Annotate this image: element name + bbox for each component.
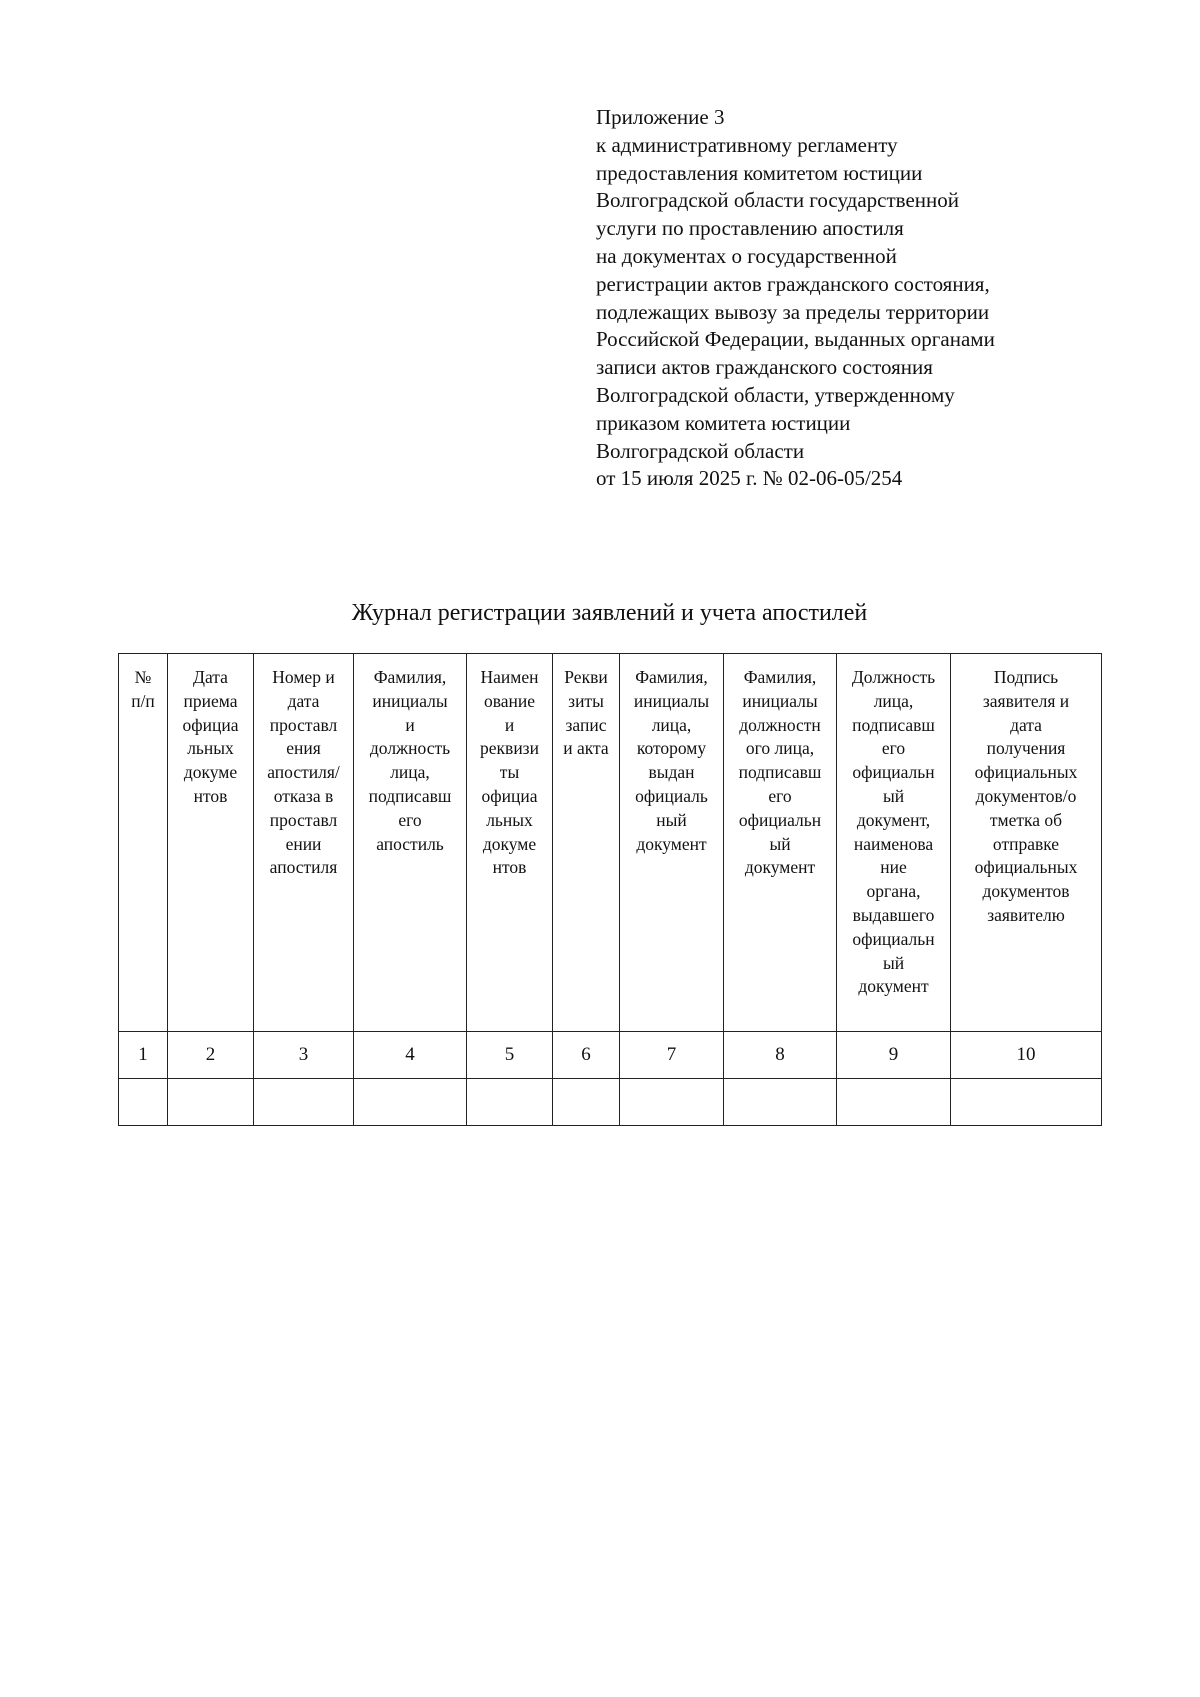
appendix-line: записи актов гражданского состояния [596, 355, 933, 380]
appendix-line: Приложение 3 [596, 105, 725, 129]
empty-cell [254, 1079, 354, 1126]
appendix-line: на документах о государственной [596, 243, 897, 268]
appendix-line: от 15 июля 2025 г. № 02-06-05/254 [596, 466, 903, 491]
column-number: 8 [724, 1032, 837, 1079]
empty-cell [354, 1079, 467, 1126]
appendix-block [596, 104, 1096, 493]
column-header: Дата приема официа льных докуме нтов [168, 654, 254, 1032]
column-number-row [119, 1032, 1102, 1079]
empty-cell [119, 1079, 168, 1126]
column-number: 5 [467, 1032, 553, 1079]
appendix-line: Волгоградской области [596, 438, 805, 463]
column-header: Фамилия, инициалы лица, которому выдан официаль ный документ [620, 654, 724, 1032]
empty-cell [837, 1079, 951, 1126]
column-header: Номер и дата проставл ения апостиля/ отказа в проставл ении апостиля [254, 654, 354, 1032]
column-number: 7 [620, 1032, 724, 1079]
column-number: 10 [951, 1032, 1102, 1079]
column-number: 9 [837, 1032, 951, 1079]
column-number: 4 [354, 1032, 467, 1079]
empty-cell [168, 1079, 254, 1126]
column-number: 2 [168, 1032, 254, 1079]
column-header: № п/п [119, 654, 168, 1032]
empty-cell [620, 1079, 724, 1126]
appendix-line: к административному регламенту [596, 132, 898, 157]
column-number: 1 [119, 1032, 168, 1079]
appendix-line: Волгоградской области государственной [596, 188, 959, 213]
appendix-line: регистрации актов гражданского состояния, [596, 271, 990, 296]
appendix-line: услуги по проставлению апостиля [596, 216, 904, 241]
appendix-line: приказом комитета юстиции [596, 410, 851, 435]
column-header: Фамилия, инициалы должностн ого лица, подписавш его официальн ый документ [724, 654, 837, 1032]
empty-cell [724, 1079, 837, 1126]
table-header-row [119, 654, 1102, 1032]
column-number: 3 [254, 1032, 354, 1079]
column-header: Наимен ование и реквизи ты официа льных докуме нтов [467, 654, 553, 1032]
empty-cell [951, 1079, 1102, 1126]
journal-title: Журнал регистрации заявлений и учета апостилей [351, 600, 868, 626]
appendix-line: предоставления комитетом юстиции [596, 160, 923, 185]
appendix-line: Волгоградской области, утвержденному [596, 382, 955, 407]
column-header: Должность лица, подписавш его официальн ый документ, наименова ние органа, выдавшего официальн ый документ [837, 654, 951, 1032]
table-row [119, 1079, 1102, 1126]
column-header: Фамилия, инициалы и должность лица, подписавш его апостиль [354, 654, 467, 1032]
empty-cell [553, 1079, 620, 1126]
appendix-line: подлежащих вывозу за пределы территории [596, 299, 990, 324]
column-header: Рекви зиты запис и акта [553, 654, 620, 1032]
journal-table [118, 653, 1102, 1126]
appendix-line: Российской Федерации, выданных органами [596, 327, 995, 352]
empty-cell [467, 1079, 553, 1126]
column-header: Подпись заявителя и дата получения официальных документов/о тметка об отправке официальных документов заявителю [951, 654, 1102, 1032]
column-number: 6 [553, 1032, 620, 1079]
